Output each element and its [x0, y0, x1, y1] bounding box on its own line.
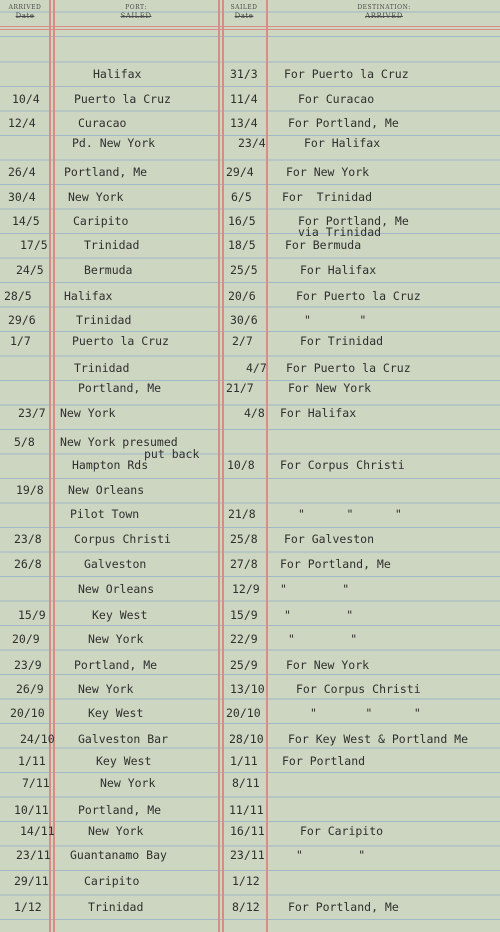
- port-name: Trinidad: [84, 238, 140, 252]
- sailed-date: 11/11: [229, 803, 264, 817]
- port-name: Caripito: [84, 874, 140, 888]
- port-name: New York: [68, 190, 124, 204]
- header-destination: [270, 3, 498, 21]
- destination: " " ": [310, 706, 421, 720]
- arrived-date: 10/4: [12, 92, 40, 106]
- sailed-date: 29/4: [226, 165, 254, 179]
- sailed-date: 13/4: [230, 116, 258, 130]
- sailed-date: 22/9: [230, 632, 258, 646]
- port-name: New York: [78, 682, 134, 696]
- port-name: Caripito: [73, 214, 129, 228]
- sailed-date: 20/6: [228, 289, 256, 303]
- destination: " ": [304, 313, 367, 327]
- sailed-date: 27/8: [230, 557, 258, 571]
- arrived-date: 23/7: [18, 406, 46, 420]
- destination: For Corpus Christi: [296, 682, 421, 696]
- destination: For Bermuda: [285, 238, 362, 252]
- header-arrived-label: ARRIVED: [8, 4, 42, 11]
- header-sailed-label: SAILED: [230, 4, 258, 11]
- port-name: Corpus Christi: [74, 532, 171, 546]
- sailed-date: 20/10: [226, 706, 261, 720]
- arrived-date: 20/9: [12, 632, 40, 646]
- port-name: Portland, Me: [74, 658, 158, 672]
- port-name: Key West: [92, 608, 148, 622]
- port-name: Portland, Me: [64, 165, 148, 179]
- port-name: Key West: [96, 754, 152, 768]
- sailed-date: 21/8: [228, 507, 256, 521]
- port-name: Trinidad: [74, 361, 130, 375]
- arrived-date: 10/11: [14, 803, 49, 817]
- port-name: Guantanamo Bay: [70, 848, 167, 862]
- arrived-date: 26/8: [14, 557, 42, 571]
- destination: For Halifax: [300, 263, 377, 277]
- sailed-date: 30/6: [230, 313, 258, 327]
- sailed-date: 16/5: [228, 214, 256, 228]
- destination: For Portland, Me: [288, 900, 399, 914]
- destination: For Halifax: [280, 406, 357, 420]
- arrived-date: 1/7: [10, 334, 31, 348]
- sailed-date: 4/8: [244, 406, 265, 420]
- header-port: [56, 3, 216, 21]
- arrived-date: 19/8: [16, 483, 44, 497]
- column-rule-sailed: [266, 0, 268, 932]
- port-name: Puerto la Cruz: [72, 334, 169, 348]
- port-name: Halifax: [93, 67, 142, 81]
- port-note: put back: [144, 447, 200, 461]
- arrived-date: 23/9: [14, 658, 42, 672]
- sailed-date: 1/11: [230, 754, 258, 768]
- port-name: Key West: [88, 706, 144, 720]
- port-name: Hampton Rds: [72, 458, 149, 472]
- port-name: New Orleans: [78, 582, 155, 596]
- destination: For Portland, Me: [280, 557, 391, 571]
- header-port-struck: SAILED: [120, 12, 152, 20]
- arrived-date: 23/8: [14, 532, 42, 546]
- destination-via: via Trinidad: [298, 225, 382, 239]
- arrived-date: 1/12: [14, 900, 42, 914]
- sailed-date: 25/8: [230, 532, 258, 546]
- port-name: Bermuda: [84, 263, 133, 277]
- sailed-date: 28/10: [229, 732, 264, 746]
- header-arrived-struck: Date: [15, 12, 35, 20]
- destination: For Puerto la Cruz: [296, 289, 421, 303]
- arrived-date: 24/10: [20, 732, 55, 746]
- port-name: Puerto la Cruz: [74, 92, 171, 106]
- arrived-date: 28/5: [4, 289, 32, 303]
- port-name: New York: [100, 776, 156, 790]
- arrived-date: 14/5: [12, 214, 40, 228]
- destination: For Halifax: [304, 136, 381, 150]
- destination: For Caripito: [300, 824, 384, 838]
- sailed-date: 21/7: [226, 381, 254, 395]
- destination: For Curacao: [298, 92, 375, 106]
- arrived-date: 15/9: [18, 608, 46, 622]
- port-name: New York presumed: [60, 435, 178, 449]
- destination: " ": [284, 608, 354, 622]
- arrived-date: 7/11: [22, 776, 50, 790]
- arrived-date: 29/11: [14, 874, 49, 888]
- arrived-date: 20/10: [10, 706, 45, 720]
- arrived-date: 23/11: [16, 848, 51, 862]
- port-name: New York: [88, 824, 144, 838]
- destination: For Puerto la Cruz: [284, 67, 409, 81]
- port-name: Trinidad: [88, 900, 144, 914]
- arrived-date: 5/8: [14, 435, 35, 449]
- arrived-date: 1/11: [18, 754, 46, 768]
- destination: For Portland: [282, 754, 366, 768]
- sailed-date: 2/7: [232, 334, 253, 348]
- sailed-date: 23/4: [238, 136, 266, 150]
- arrived-date: 24/5: [16, 263, 44, 277]
- header-destination-struck: ARRIVED: [365, 12, 403, 20]
- sailed-date: 1/12: [232, 874, 260, 888]
- header-sailed-struck: Date: [234, 12, 254, 20]
- destination: For Galveston: [284, 532, 375, 546]
- sailed-date: 15/9: [230, 608, 258, 622]
- destination: For New York: [288, 381, 372, 395]
- header-sailed: [224, 3, 264, 21]
- port-name: Halifax: [64, 289, 113, 303]
- port-name: New York: [60, 406, 116, 420]
- sailed-date: 18/5: [228, 238, 256, 252]
- port-name: Pd. New York: [72, 136, 156, 150]
- destination: For Trinidad: [282, 190, 373, 204]
- port-name: Pilot Town: [70, 507, 140, 521]
- port-name: New York: [88, 632, 144, 646]
- sailed-date: 10/8: [227, 458, 255, 472]
- arrived-date: 26/4: [8, 165, 36, 179]
- sailed-date: 31/3: [230, 67, 258, 81]
- sailed-date: 25/5: [230, 263, 258, 277]
- destination: " " ": [298, 507, 402, 521]
- sailed-date: 4/7: [246, 361, 267, 375]
- port-name: Portland, Me: [78, 803, 162, 817]
- sailed-date: 16/11: [230, 824, 265, 838]
- destination: " ": [288, 632, 358, 646]
- arrived-date: 29/6: [8, 313, 36, 327]
- port-name: Galveston Bar: [78, 732, 169, 746]
- arrived-date: 26/9: [16, 682, 44, 696]
- port-name: Galveston: [84, 557, 147, 571]
- column-rule-port: [218, 0, 220, 932]
- sailed-date: 13/10: [230, 682, 265, 696]
- destination: For Portland, Me: [288, 116, 399, 130]
- destination: For Corpus Christi: [280, 458, 405, 472]
- column-rule-arrived: [49, 0, 51, 932]
- column-rule-port-double: [222, 0, 224, 932]
- sailed-date: 8/11: [232, 776, 260, 790]
- port-name: New Orleans: [68, 483, 145, 497]
- sailed-date: 25/9: [230, 658, 258, 672]
- sailed-date: 8/12: [232, 900, 260, 914]
- arrived-date: 14/11: [20, 824, 55, 838]
- destination: " ": [280, 582, 350, 596]
- destination: " ": [296, 848, 366, 862]
- sailed-date: 12/9: [232, 582, 260, 596]
- sailed-date: 11/4: [230, 92, 258, 106]
- port-name: Portland, Me: [78, 381, 162, 395]
- arrived-date: 12/4: [8, 116, 36, 130]
- destination: For Trinidad: [300, 334, 384, 348]
- port-name: Trinidad: [76, 313, 132, 327]
- destination: For New York: [286, 165, 370, 179]
- destination: For New York: [286, 658, 370, 672]
- header-arrived: [2, 3, 48, 21]
- arrived-date: 30/4: [8, 190, 36, 204]
- header-port-label: PORT:: [125, 4, 147, 11]
- header-rule: [0, 26, 500, 27]
- arrived-date: 17/5: [20, 238, 48, 252]
- destination: For Portland, Me: [298, 214, 409, 228]
- header-rule-double: [0, 29, 500, 30]
- destination: For Key West & Portland Me: [288, 732, 469, 746]
- column-rule-arrived-double: [53, 0, 55, 932]
- header-destination-label: DESTINATION:: [357, 4, 411, 11]
- sailed-date: 6/5: [231, 190, 252, 204]
- destination: For Puerto la Cruz: [286, 361, 411, 375]
- port-name: Curacao: [78, 116, 127, 130]
- sailed-date: 23/11: [230, 848, 265, 862]
